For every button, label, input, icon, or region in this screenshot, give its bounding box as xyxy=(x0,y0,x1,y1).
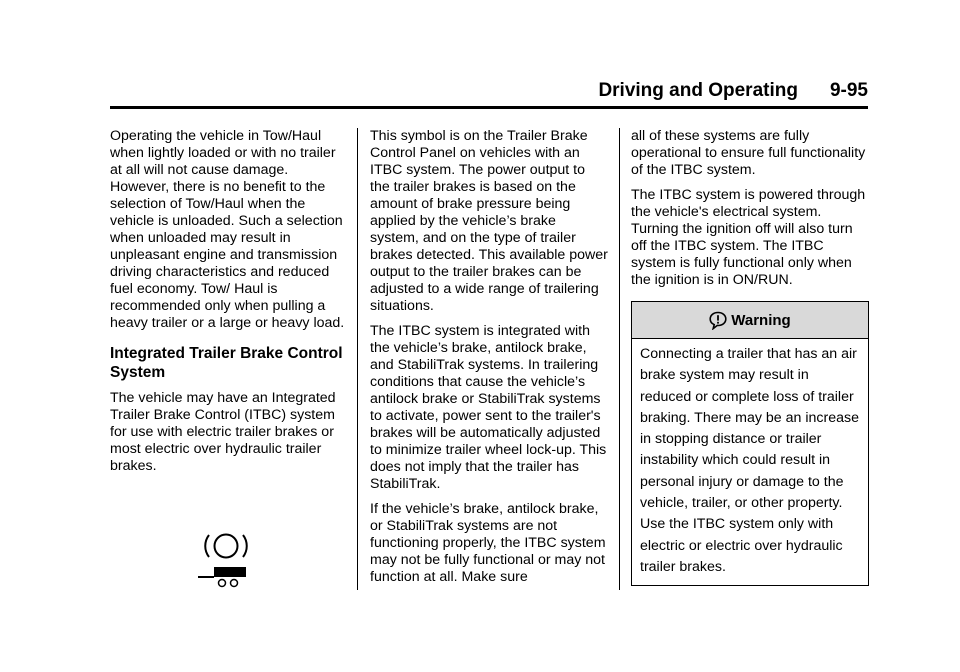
paragraph-operational: all of these systems are fully operational to ensure full functionality of the ITBC system. xyxy=(631,128,866,178)
header-rule xyxy=(110,106,868,109)
warning-bubble-icon xyxy=(709,311,727,330)
paragraph-power: The ITBC system is powered through the vehicle's electrical system. Turning the ignition off will also turn off the ITBC system. The ITBC system is fully functional only when the ignition is in ON/RUN. xyxy=(631,187,866,288)
warning-box xyxy=(631,301,869,586)
page-number: 9-95 xyxy=(829,80,868,101)
paragraph-itbc-intro: The vehicle may have an Integrated Trailer Brake Control (ITBC) system for use with electric trailer brakes or most electric over hydraulic trailer brakes. xyxy=(110,390,336,474)
page-header xyxy=(110,80,868,106)
paragraph-symbol: This symbol is on the Trailer Brake Control Panel on vehicles with an ITBC system. The power output to the trailer brakes is based on the amount of brake pressure being applied by the vehicle’s brake system, and on the type of trailer brakes detected. This available power output to the trailer brakes can be adjusted to a wide range of trailering situations. xyxy=(370,128,608,314)
paragraph-tow-haul: Operating the vehicle in Tow/Haul when lightly loaded or with no trailer at all will not cause damage. However, there is no benefit to the selection of Tow/Haul when the vehicle is unloaded. Such a selection when unloaded may result in unpleasant engine and transmission driving characteristics and reduced fuel economy. Tow/ Haul is recommended only when pulling a heavy trailer or a large or heavy load. xyxy=(110,128,345,331)
warning-body: Connecting a trailer that has an air brake system may result in reduced or complete loss of trailer braking. There may be an increase in stopping distance or trailer instability which could result in personal injury or damage to the vehicle, trailer, or other property. Use the ITBC system only with electric or electric over hydraulic trailer brakes. xyxy=(640,346,859,575)
column-divider xyxy=(357,128,358,590)
section-title: Driving and Operating xyxy=(598,80,798,101)
paragraph-integration: The ITBC system is integrated with the vehicle’s brake, antilock brake, and StabiliTrak systems. In trailering conditions that cause the vehicle’s antilock brake or StabiliTrak systems to activate, power sent to the trailer's brakes will be automatically adjusted to minimize trailer wheel lock-up. This does not imply that the trailer has StabiliTrak. xyxy=(370,323,607,492)
trailer-brake-symbol-icon xyxy=(198,527,254,591)
paragraph-malfunction: If the vehicle’s brake, antilock brake, or StabiliTrak systems are not functioning properly, the ITBC system may not be fully functional or may not function at all. Make sure xyxy=(370,501,606,585)
warning-header xyxy=(632,302,868,339)
column-divider xyxy=(619,128,620,590)
warning-title: Warning xyxy=(731,311,791,329)
column-middle xyxy=(370,128,608,594)
section-heading: Integrated Trailer Brake Control System xyxy=(110,345,343,381)
column-right xyxy=(631,128,869,586)
column-left xyxy=(110,128,346,591)
